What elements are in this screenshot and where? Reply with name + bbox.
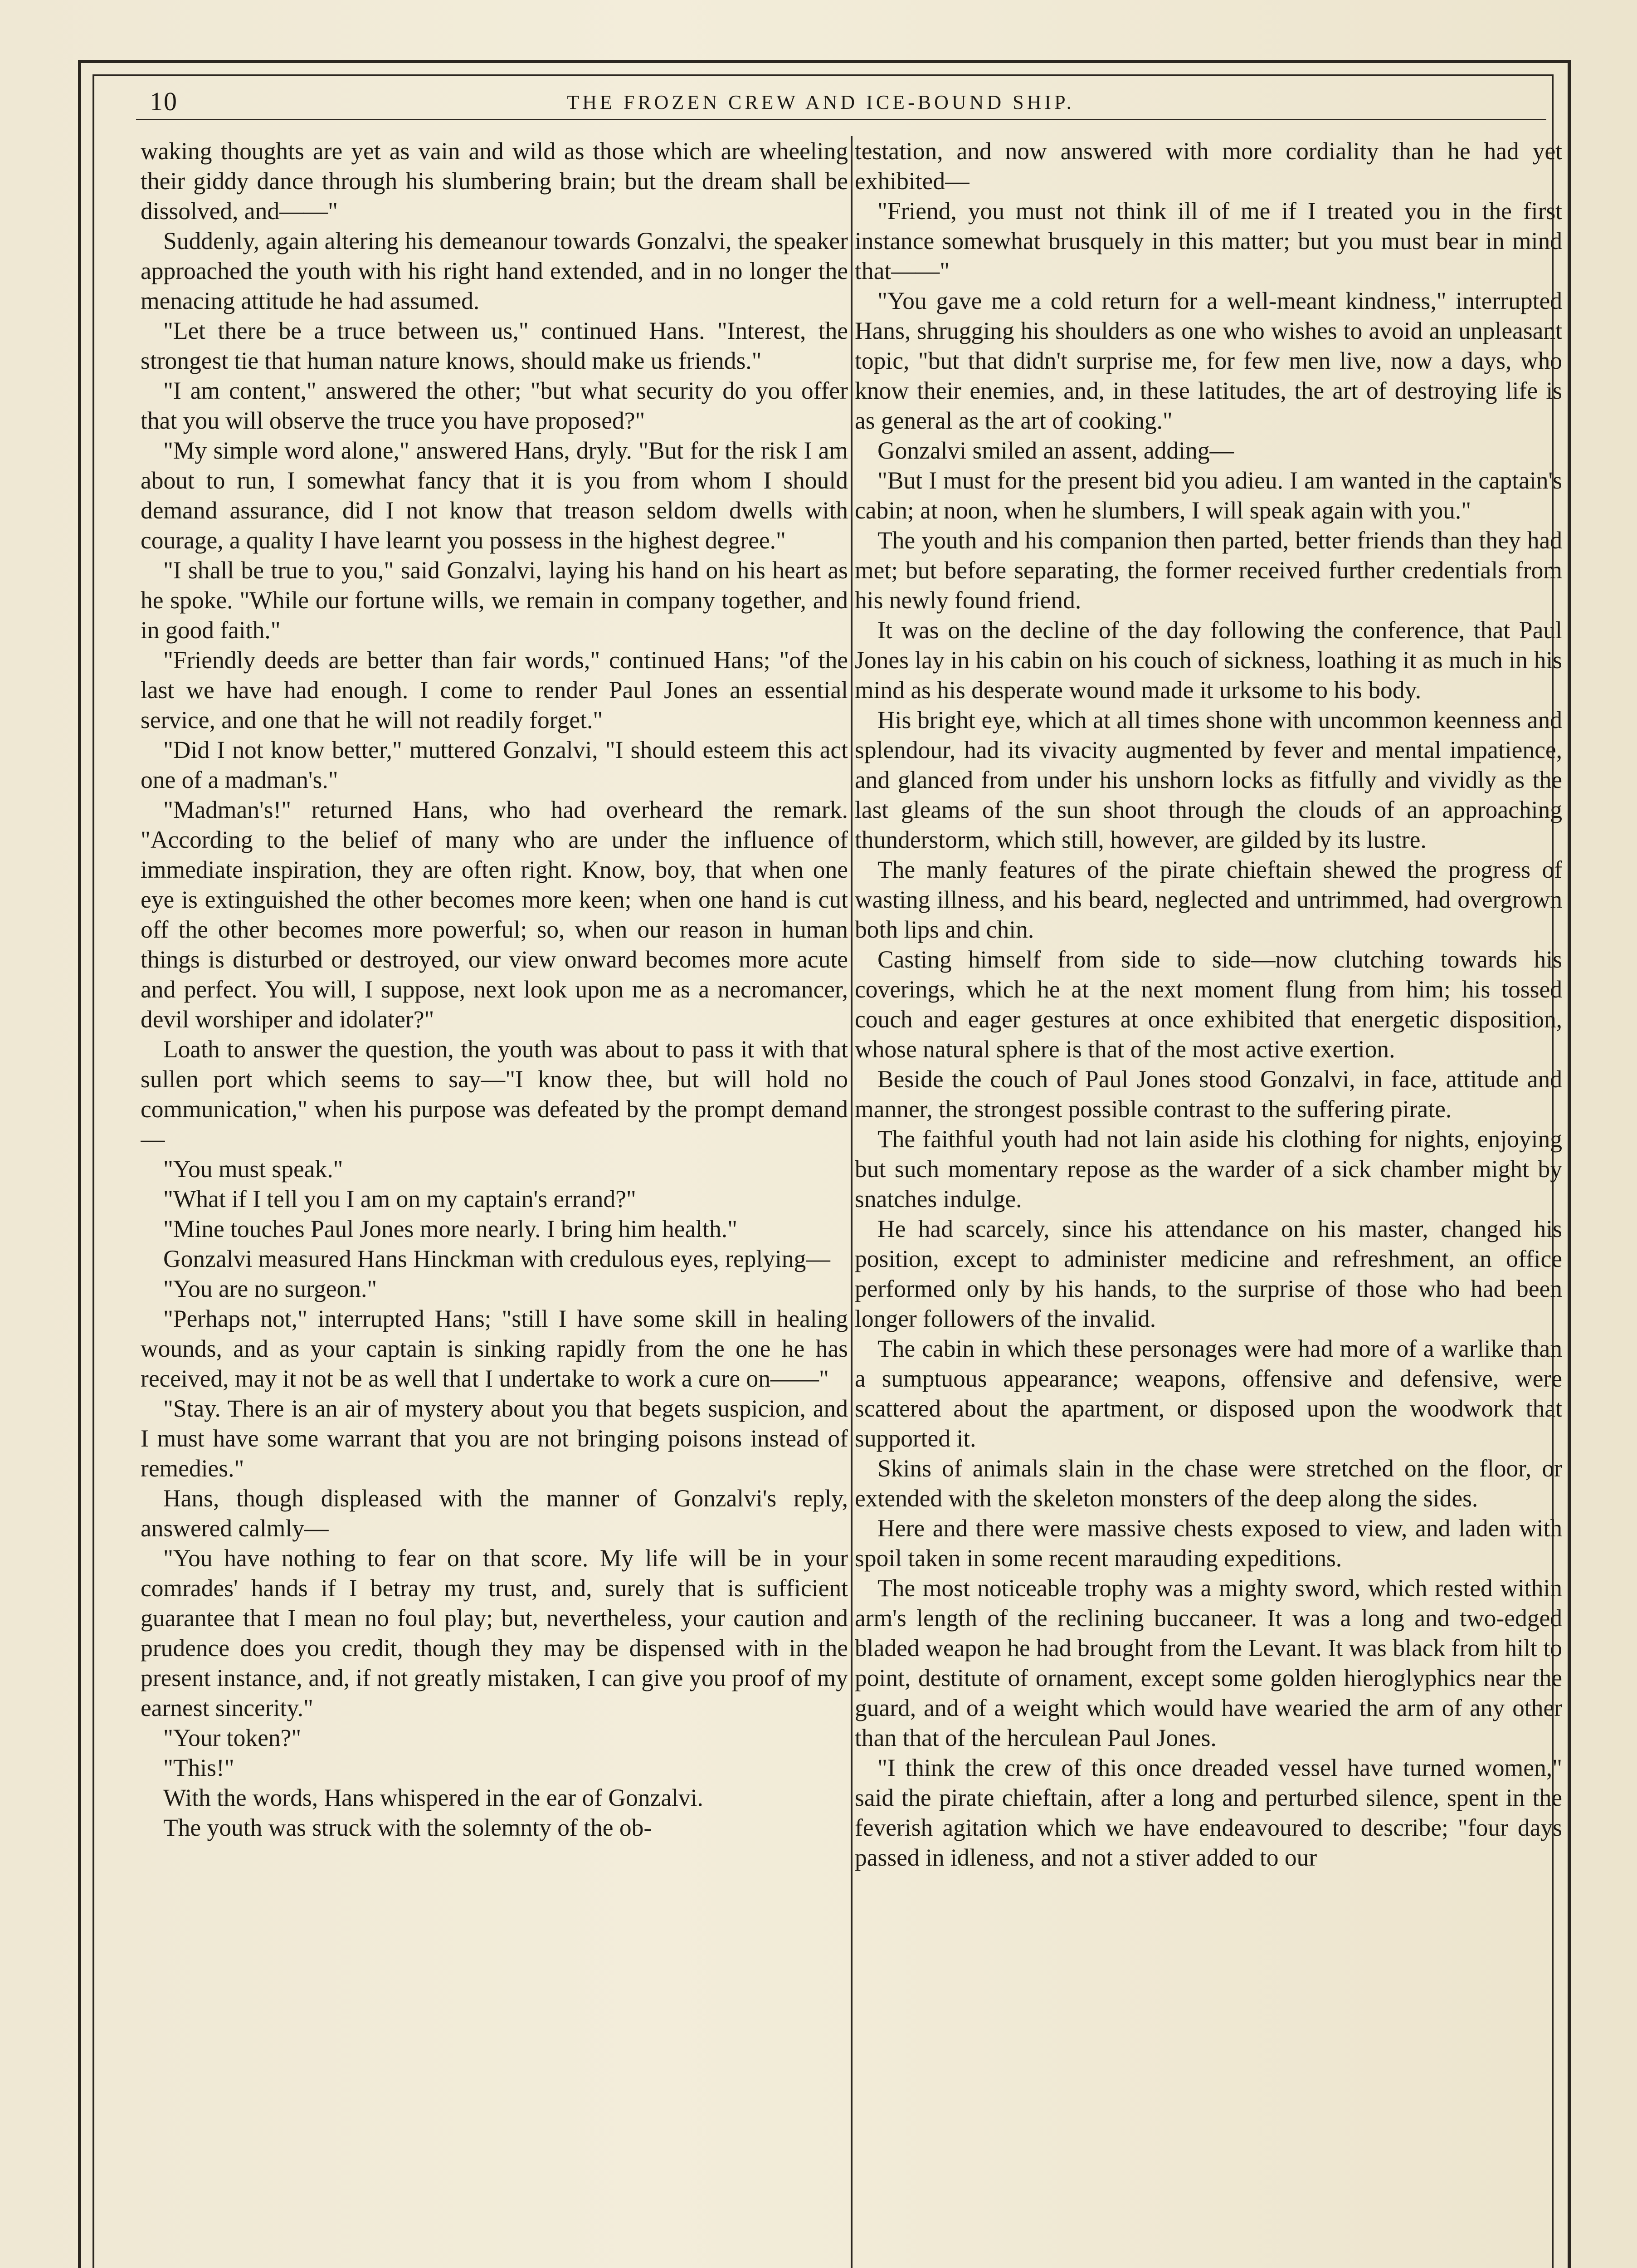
paragraph: The youth and his companion then parted, better friends than they had met; but before separating, the former received further credentials from his newly found friend. bbox=[855, 527, 1562, 614]
paragraph: "Perhaps not," interrupted Hans; "still I have some skill in healing wounds, and as your captain is sinking rapidly from the one he has received, may it not be as well that I undertake to work a cure on——" bbox=[141, 1305, 848, 1392]
paragraph: Skins of animals slain in the chase were stretched on the floor, or extended with the skeleton monsters of the deep along the sides. bbox=[855, 1455, 1562, 1512]
paragraph: waking thoughts are yet as vain and wild as those which are wheeling their giddy dance through his slumbering brain; but the dream shall be dissolved, and——" bbox=[141, 137, 848, 225]
paragraph: Here and there were massive chests exposed to view, and laden with spoil taken in some recent marauding expeditions. bbox=[855, 1515, 1562, 1572]
paragraph: testation, and now answered with more cordiality than he had yet exhibited— bbox=[855, 137, 1562, 195]
paragraph: He had scarcely, since his attendance on his master, changed his position, except to administer medicine and refreshment, an office performed only by his hands, to the surprise of those who had been longer followers of the invalid. bbox=[855, 1215, 1562, 1332]
running-head: THE FROZEN CREW AND ICE-BOUND SHIP. bbox=[567, 91, 1075, 113]
paragraph: The manly features of the pirate chieftain shewed the progress of wasting illness, and his beard, neglected and untrimmed, had overgrown both lips and chin. bbox=[855, 856, 1562, 943]
paragraph: "This!" bbox=[163, 1754, 234, 1781]
paragraph: The faithful youth had not lain aside his clothing for nights, enjoying but such momentary repose as the warder of a sick chamber might by snatches indulge. bbox=[855, 1125, 1562, 1212]
paragraph: "But I must for the present bid you adieu. I am wanted in the captain's cabin; at noon, when he slumbers, I will speak again with you." bbox=[855, 467, 1562, 524]
paragraph: Suddenly, again altering his demeanour towards Gonzalvi, the speaker approached the youth with his right hand extended, and in no longer the menacing attitude he had assumed. bbox=[141, 227, 848, 314]
column-divider bbox=[851, 136, 853, 2268]
paragraph: "You are no surgeon." bbox=[163, 1275, 377, 1302]
paragraph: "You have nothing to fear on that score. My life will be in your comrades' hands if I betray my trust, and, surely that is sufficient guarantee that I mean no foul play; but, nevertheless, your caution and prudence does you credit, though they may be dispensed with in the present instance, and, if not greatly mistaken, I can give you proof of my earnest sincerity." bbox=[141, 1545, 848, 1721]
header-rule bbox=[136, 119, 1546, 120]
paragraph: Loath to answer the question, the youth was about to pass it with that sullen port which seems to say—"I know thee, but will hold no communication," when his purpose was defeated by the prompt demand— bbox=[141, 1036, 848, 1153]
paragraph: The most noticeable trophy was a mighty sword, which rested within arm's length of the reclining buccaneer. It was a long and two-edged bladed weapon he had brought from the Levant. It was black from hilt to point, destitute of ornament, except some golden hieroglyphics near the guard, and of a weight which would have wearied the arm of any other than that of the herculean Paul Jones. bbox=[855, 1574, 1562, 1751]
paragraph: "I am content," answered the other; "but what security do you offer that you will observe the truce you have proposed?" bbox=[141, 377, 848, 434]
paragraph: "You gave me a cold return for a well-meant kindness," interrupted Hans, shrugging his shoulders as one who wishes to avoid an unpleasant topic, "but that didn't surprise me, for few men live, now a days, who know their enemies, and, in these latitudes, the art of destroying life is as general as the art of cooking." bbox=[855, 287, 1562, 434]
paragraph: Hans, though displeased with the manner of Gonzalvi's reply, answered calmly— bbox=[141, 1485, 848, 1542]
paragraph: Beside the couch of Paul Jones stood Gonzalvi, in face, attitude and manner, the strongest possible contrast to the suffering pirate. bbox=[855, 1066, 1562, 1123]
paragraph: The youth was struck with the solemnty of the ob- bbox=[163, 1814, 652, 1841]
paragraph: "You must speak." bbox=[163, 1155, 343, 1183]
left-column bbox=[141, 136, 848, 2268]
paragraph: "Did I not know better," muttered Gonzalvi, "I should esteem this act one of a madman's." bbox=[141, 736, 848, 793]
paragraph: Gonzalvi smiled an assent, adding— bbox=[877, 437, 1234, 464]
paragraph: "What if I tell you I am on my captain's errand?" bbox=[163, 1185, 636, 1212]
paragraph: His bright eye, which at all times shone with uncommon keenness and splendour, had its vivacity augmented by fever and mental impatience, and glanced from under his unshorn locks as fitfully and vividly as the last gleams of the sun shoot through the clouds of an approaching thunderstorm, which still, however, are gilded by its lustre. bbox=[855, 706, 1562, 853]
page-header bbox=[104, 86, 1537, 127]
paragraph: "My simple word alone," answered Hans, dryly. "But for the risk I am about to run, I somewhat fancy that it is you from whom I should demand assurance, did I not know that treason seldom dwells with courage, a quality I have learnt you possess in the highest degree." bbox=[141, 437, 848, 554]
paragraph: It was on the decline of the day following the conference, that Paul Jones lay in his cabin on his couch of sickness, loathing it as much in his mind as his desperate wound made it urksome to his body. bbox=[855, 616, 1562, 704]
paragraph: "I think the crew of this once dreaded vessel have turned women," said the pirate chieftain, after a long and perturbed silence, spent in the feverish agitation which we have endeavoured to describe; "four days passed in idleness, and not a stiver added to our bbox=[855, 1754, 1562, 1871]
paragraph: "Let there be a truce between us," continued Hans. "Interest, the strongest tie that human nature knows, should make us friends." bbox=[141, 317, 848, 374]
paragraph: With the words, Hans whispered in the ear of Gonzalvi. bbox=[163, 1784, 703, 1811]
paragraph: Gonzalvi measured Hans Hinckman with credulous eyes, replying— bbox=[163, 1245, 830, 1272]
paragraph: "Madman's!" returned Hans, who had overheard the remark. "According to the belief of many who are under the influence of immediate inspiration, they are often right. Know, boy, that when one eye is extinguished the other becomes more keen; when one hand is cut off the other becomes more powerful; so, when our reason in human things is disturbed or destroyed, our view onward becomes more acute and perfect. You will, I suppose, next look upon me as a necromancer, devil worshiper and idolater?" bbox=[141, 796, 848, 1033]
right-column bbox=[855, 136, 1562, 2268]
paragraph: "I shall be true to you," said Gonzalvi, laying his hand on his heart as he spoke. "While our fortune wills, we remain in company together, and in good faith." bbox=[141, 557, 848, 644]
paragraph: "Mine touches Paul Jones more nearly. I bring him health." bbox=[163, 1215, 737, 1242]
paragraph: Casting himself from side to side—now clutching towards his coverings, which he at the next moment flung from him; his tossed couch and eager gestures at once exhibited that energetic disposition, whose natural sphere is that of the most active exertion. bbox=[855, 946, 1562, 1063]
page-number: 10 bbox=[150, 87, 178, 116]
paragraph: The cabin in which these personages were had more of a warlike than a sumptuous appearance; weapons, offensive and defensive, were scattered about the apartment, or disposed upon the woodwork that supported it. bbox=[855, 1335, 1562, 1452]
paragraph: "Your token?" bbox=[163, 1724, 302, 1751]
paragraph: "Friend, you must not think ill of me if I treated you in the first instance somewhat brusquely in this matter; but you must bear in mind that——" bbox=[855, 197, 1562, 284]
paragraph: "Friendly deeds are better than fair words," continued Hans; "of the last we have had enough. I come to render Paul Jones an essential service, and one that he will not readily forget." bbox=[141, 646, 848, 733]
paragraph: "Stay. There is an air of mystery about you that begets suspicion, and I must have some warrant that you are not bringing poisons instead of remedies." bbox=[141, 1395, 848, 1482]
